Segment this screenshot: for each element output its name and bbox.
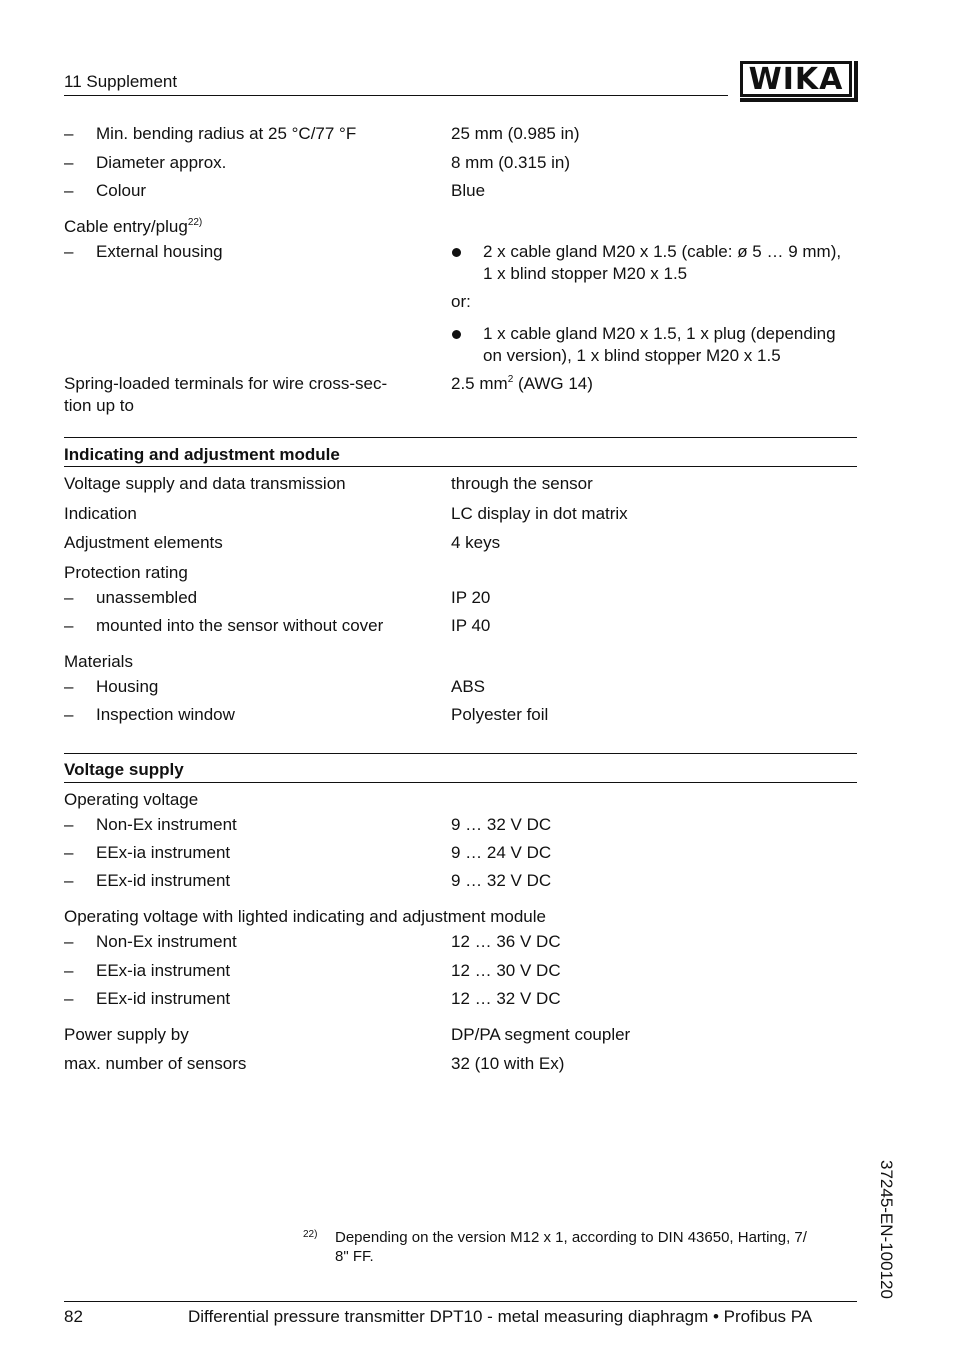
adjustment-label: Adjustment elements	[64, 533, 223, 552]
diameter-label: Diameter approx.	[96, 153, 227, 172]
unassembled-label: unassembled	[96, 588, 198, 607]
cable-entry-title: Cable entry/plug	[64, 217, 188, 236]
entry-option-2-line1: 1 x cable gland M20 x 1.5, 1 x plug (depending	[483, 324, 836, 343]
entry-option-1-line2: 1 x blind stopper M20 x 1.5	[483, 264, 688, 283]
terminals-label-line2: tion up to	[64, 396, 134, 415]
footer-title: Differential pressure transmitter DPT10 - metal measuring diaphragm • Profibus PA	[188, 1307, 813, 1326]
eexia-value: 9 … 24 V DC	[451, 843, 552, 862]
chapter-heading: 11 Supplement	[64, 72, 178, 91]
dash: –	[64, 588, 74, 607]
entry-option-1-line1: 2 x cable gland M20 x 1.5 (cable: ø 5 … 9 mm),	[483, 242, 842, 261]
dash: –	[64, 153, 74, 172]
eexid-lit-label: EEx-id instrument	[96, 989, 231, 1008]
voltage-data-label: Voltage supply and data transmission	[64, 474, 346, 493]
mounted-value: IP 40	[451, 616, 491, 635]
terminals-label-line1: Spring-loaded terminals for wire cross-sec-	[64, 374, 388, 393]
dash: –	[64, 871, 74, 890]
eexid-lit-value: 12 … 32 V DC	[451, 989, 561, 1008]
nonex-lit-value: 12 … 36 V DC	[451, 932, 561, 951]
entry-option-2-line2: on version), 1 x blind stopper M20 x 1.5	[483, 346, 781, 365]
colour-label: Colour	[96, 181, 147, 200]
document-code: 37245-EN-100120	[877, 1160, 896, 1299]
section-title-indicating: Indicating and adjustment module	[64, 445, 340, 464]
dash: –	[64, 843, 74, 862]
nonex-value: 9 … 32 V DC	[451, 815, 552, 834]
footnote-line1: Depending on the version M12 x 1, according to DIN 43650, Harting, 7/	[335, 1229, 807, 1246]
bullet-icon	[452, 330, 461, 339]
nonex-lit-label: Non-Ex instrument	[96, 932, 237, 951]
cable-entry-heading	[64, 216, 202, 238]
eexia-lit-value: 12 … 30 V DC	[451, 961, 561, 980]
dash: –	[64, 181, 74, 200]
footnote-mark: 22)	[303, 1229, 318, 1240]
power-supply-label: Power supply by	[64, 1025, 189, 1044]
protection-label: Protection rating	[64, 563, 188, 582]
housing-value: ABS	[451, 677, 486, 696]
wika-logo: WIKA	[740, 61, 852, 97]
dash: –	[64, 815, 74, 834]
logo-shadow-bottom	[740, 98, 858, 102]
page-number: 82	[64, 1307, 83, 1326]
voltage-data-value: through the sensor	[451, 474, 593, 493]
terminals-value-main: 2.5 mm	[451, 374, 508, 393]
eexia-label: EEx-ia instrument	[96, 843, 231, 862]
section-rule	[64, 753, 857, 754]
dash: –	[64, 242, 74, 261]
section-rule	[64, 782, 857, 783]
eexia-lit-label: EEx-ia instrument	[96, 961, 231, 980]
terminals-value-awg: (AWG 14)	[513, 374, 593, 393]
indication-label: Indication	[64, 504, 137, 523]
header-rule	[64, 95, 728, 96]
dash: –	[64, 616, 74, 635]
operating-voltage-lit-label: Operating voltage with lighted indicating and adjustment module	[64, 907, 546, 926]
diameter-value: 8 mm (0.315 in)	[451, 153, 571, 172]
bend-radius-label: Min. bending radius at 25 °C/77 °F	[96, 124, 357, 143]
dash: –	[64, 989, 74, 1008]
nonex-label: Non-Ex instrument	[96, 815, 237, 834]
footer-rule	[64, 1301, 857, 1302]
dash: –	[64, 677, 74, 696]
dash: –	[64, 124, 74, 143]
eexid-value: 9 … 32 V DC	[451, 871, 552, 890]
mounted-label: mounted into the sensor without cover	[96, 616, 384, 635]
indication-value: LC display in dot matrix	[451, 504, 628, 523]
eexid-label: EEx-id instrument	[96, 871, 231, 890]
dash: –	[64, 961, 74, 980]
terminals-value-exponent: 2	[507, 374, 514, 385]
section-rule	[64, 466, 857, 467]
section-rule	[64, 437, 857, 438]
logo-shadow-right	[854, 61, 858, 102]
adjustment-value: 4 keys	[451, 533, 501, 552]
bullet-icon	[452, 248, 461, 257]
external-housing-label: External housing	[96, 242, 223, 261]
max-sensors-label: max. number of sensors	[64, 1054, 247, 1073]
footnote-ref[interactable]: 22)	[187, 217, 203, 228]
footnote-line2: 8" FF.	[335, 1248, 374, 1265]
materials-label: Materials	[64, 652, 133, 671]
dash: –	[64, 705, 74, 724]
entry-or: or:	[451, 292, 471, 311]
housing-label: Housing	[96, 677, 159, 696]
bend-radius-value: 25 mm (0.985 in)	[451, 124, 580, 143]
power-supply-value: DP/PA segment coupler	[451, 1025, 631, 1044]
window-value: Polyester foil	[451, 705, 549, 724]
colour-value: Blue	[451, 181, 486, 200]
max-sensors-value: 32 (10 with Ex)	[451, 1054, 565, 1073]
unassembled-value: IP 20	[451, 588, 491, 607]
section-title-voltage: Voltage supply	[64, 760, 184, 779]
operating-voltage-label: Operating voltage	[64, 790, 199, 809]
dash: –	[64, 932, 74, 951]
window-label: Inspection window	[96, 705, 235, 724]
terminals-value	[451, 373, 593, 395]
